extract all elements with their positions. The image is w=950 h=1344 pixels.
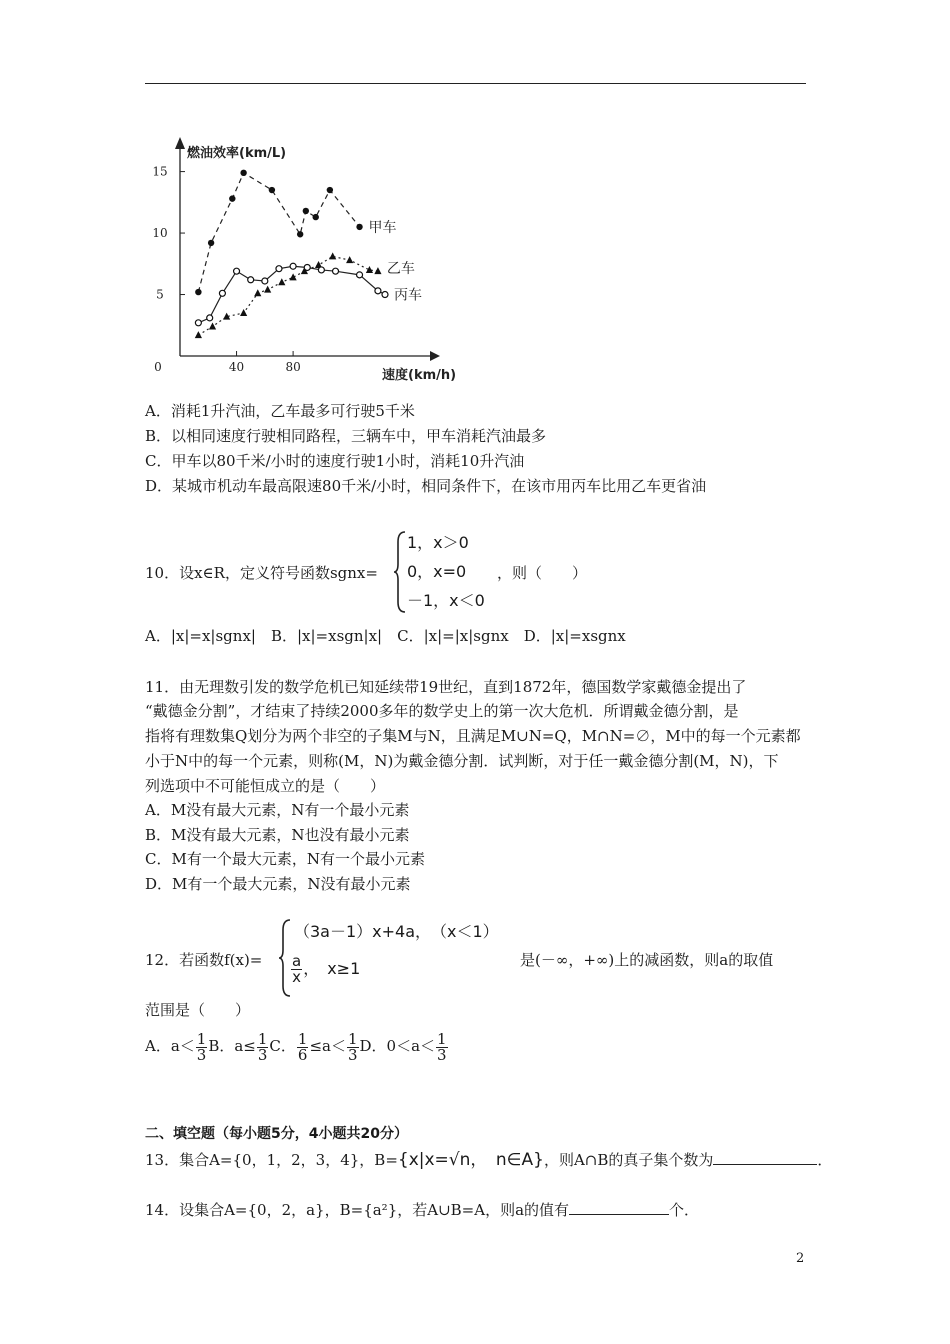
q12-a-den: 3 xyxy=(196,1045,207,1064)
q13 xyxy=(145,1148,832,1170)
q14-answer-blank xyxy=(569,1198,669,1215)
q11-line-5: 列选项中不可能恒成立的是（ ） xyxy=(145,777,386,795)
x-tick-label: 40 xyxy=(228,360,245,374)
q11-line-1: 11．由无理数引发的数学危机已知延续带19世纪，直到1872年，德国数学家戴德金提出了 xyxy=(145,678,747,696)
data-point xyxy=(240,170,246,176)
q12-case-2 xyxy=(290,954,360,985)
series-name: 甲车 xyxy=(368,219,397,236)
q12-option-d: D．0＜a＜ xyxy=(359,1037,436,1055)
q12-stem: 12．若函数f(x)= xyxy=(145,951,263,969)
q11-line-2: “戴德金分割”，才结束了持续2000多年的数学史上的第一次大危机．所谓戴金德分割，是 xyxy=(145,702,739,720)
data-point xyxy=(329,252,336,259)
q12-option-c: C． xyxy=(269,1037,296,1055)
q12-d-den: 3 xyxy=(437,1045,447,1064)
data-point xyxy=(297,231,303,237)
data-point xyxy=(366,266,373,273)
series-name: 丙车 xyxy=(394,287,422,304)
q11-option-c: C．M有一个最大元素，N有一个最小元素 xyxy=(145,850,425,868)
data-point xyxy=(304,264,310,270)
data-point xyxy=(313,214,319,220)
q10-stem: 10．设x∈R，定义符号函数sgnx= xyxy=(145,564,378,582)
data-point xyxy=(254,289,261,296)
section-2-heading: 二、填空题（每小题5分，4小题共20分） xyxy=(145,1126,408,1142)
chart-series-layer xyxy=(195,170,388,338)
y-tick-label: 15 xyxy=(152,164,168,179)
q9-option-c: C．甲车以80千米/小时的速度行驶1小时，消耗10升汽油 xyxy=(145,452,525,470)
q10-case-2: 0，x=0 xyxy=(407,562,467,581)
q13-text-b: ，则A∩B的真子集个数为 xyxy=(543,1151,714,1169)
q11-option-d: D．M有一个最大元素，N没有最小元素 xyxy=(145,875,411,893)
y-tick-label: 10 xyxy=(152,226,168,241)
q12-a-num: 1 xyxy=(196,1029,207,1048)
q14 xyxy=(145,1198,699,1220)
q12-case-2-tail: ， x≥1 xyxy=(303,959,361,978)
data-point xyxy=(209,322,216,329)
q12-b-num: 1 xyxy=(257,1029,268,1048)
q12-c-num2: 1 xyxy=(347,1029,358,1048)
y-axis-arrow xyxy=(175,137,185,149)
series-2 xyxy=(195,263,388,326)
q12-tail: 是(－∞，+∞)上的减函数，则a的取值 xyxy=(520,951,774,969)
data-point xyxy=(333,268,339,274)
q12-c-den2: 3 xyxy=(347,1045,358,1064)
q11-line-3: 指将有理数集Q划分为两个非空的子集M与N，且满足M∪N=Q，M∩N=∅，M中的每一个元素都 xyxy=(145,727,801,745)
q10-tail: ，则（ ） xyxy=(497,564,588,582)
y-axis-label: 燃油效率(km/L) xyxy=(187,146,287,161)
q12-option-a: A．a＜ xyxy=(145,1037,195,1055)
q9-option-b: B．以相同速度行驶相同路程，三辆车中，甲车消耗汽油最多 xyxy=(145,427,547,445)
q12-line-2: 范围是（ ） xyxy=(145,1001,251,1019)
data-point xyxy=(195,320,201,326)
x-axis-arrow xyxy=(430,351,440,361)
q12-c-num1: 1 xyxy=(297,1029,308,1048)
q9-option-a: A．消耗1升汽油，乙车最多可行驶5千米 xyxy=(145,402,415,420)
q12-option-c-mid: ≤a＜ xyxy=(309,1037,346,1055)
q12-case-1: （3a－1）x+4a， （x＜1） xyxy=(294,922,499,941)
q10-brace xyxy=(393,530,407,614)
data-point xyxy=(269,187,275,193)
data-point xyxy=(346,256,353,263)
data-point xyxy=(219,290,225,296)
q11-line-4: 小于N中的每一个元素，则称(M，N)为戴金德分割．试判断，对于任一戴金德分割(M，N)，下 xyxy=(145,752,779,770)
fuel-efficiency-chart xyxy=(140,135,460,385)
data-point xyxy=(356,224,362,230)
q10-case-3: －1，x＜0 xyxy=(407,591,485,610)
q9-option-d: D．某城市机动车最高限速80千米/小时，相同条件下，在该市用丙车比用乙车更省油 xyxy=(145,477,707,495)
q14-text: 14．设集合A={0，2，a}，B={a²}，若A∪B=A，则a的值有 xyxy=(145,1201,570,1219)
q11-option-a: A．M没有最大元素，N有一个最小元素 xyxy=(145,801,410,819)
q13-end: ． xyxy=(817,1151,833,1169)
data-point xyxy=(318,267,324,273)
x-tick-label: 80 xyxy=(285,360,301,374)
data-point xyxy=(276,266,282,272)
series-0 xyxy=(195,170,363,296)
q13-answer-blank xyxy=(713,1148,817,1165)
data-point xyxy=(229,195,235,201)
origin-label: 0 xyxy=(154,360,162,374)
q10-case-1: 1，x＞0 xyxy=(407,533,469,552)
data-point xyxy=(234,268,240,274)
y-tick-label: 5 xyxy=(156,287,164,302)
header-rule xyxy=(145,83,806,84)
data-point xyxy=(208,240,214,246)
series-name: 乙车 xyxy=(386,261,415,278)
page-number: 2 xyxy=(796,1251,805,1266)
data-point xyxy=(374,267,381,274)
q12-frac-den: x xyxy=(292,968,302,986)
data-point xyxy=(195,331,202,338)
data-point xyxy=(290,263,296,269)
q12-d-num: 1 xyxy=(437,1029,447,1048)
data-point xyxy=(357,272,363,278)
q12-option-b: B．a≤ xyxy=(208,1037,256,1055)
q12-c-den1: 6 xyxy=(297,1045,308,1064)
q11-option-b: B．M没有最大元素，N也没有最小元素 xyxy=(145,826,410,844)
data-point xyxy=(327,187,333,193)
q10-options: A．|x|=x|sgnx| B．|x|=xsgn|x| C．|x|=|x|sgnx D．|x|=xsgnx xyxy=(145,627,626,645)
q13-set: {x|x=√n， n∈A} xyxy=(397,1150,544,1170)
chart-labels-layer xyxy=(152,145,456,383)
data-point xyxy=(290,273,297,280)
q12-options xyxy=(145,1027,449,1065)
data-point xyxy=(262,278,268,284)
data-point xyxy=(382,292,388,298)
q14-end: 个． xyxy=(669,1201,700,1219)
data-point xyxy=(278,278,285,285)
data-point xyxy=(248,277,254,283)
q13-text-a: 13．集合A={0，1，2，3，4}，B= xyxy=(145,1151,398,1169)
data-point xyxy=(207,315,213,321)
data-point xyxy=(195,289,201,295)
q12-frac-num: a xyxy=(292,952,302,970)
x-axis-label: 速度(km/h) xyxy=(382,368,457,383)
data-point xyxy=(375,288,381,294)
q12-b-den: 3 xyxy=(257,1045,268,1064)
data-point xyxy=(303,208,309,214)
series-line xyxy=(198,256,378,335)
data-point xyxy=(264,286,271,293)
